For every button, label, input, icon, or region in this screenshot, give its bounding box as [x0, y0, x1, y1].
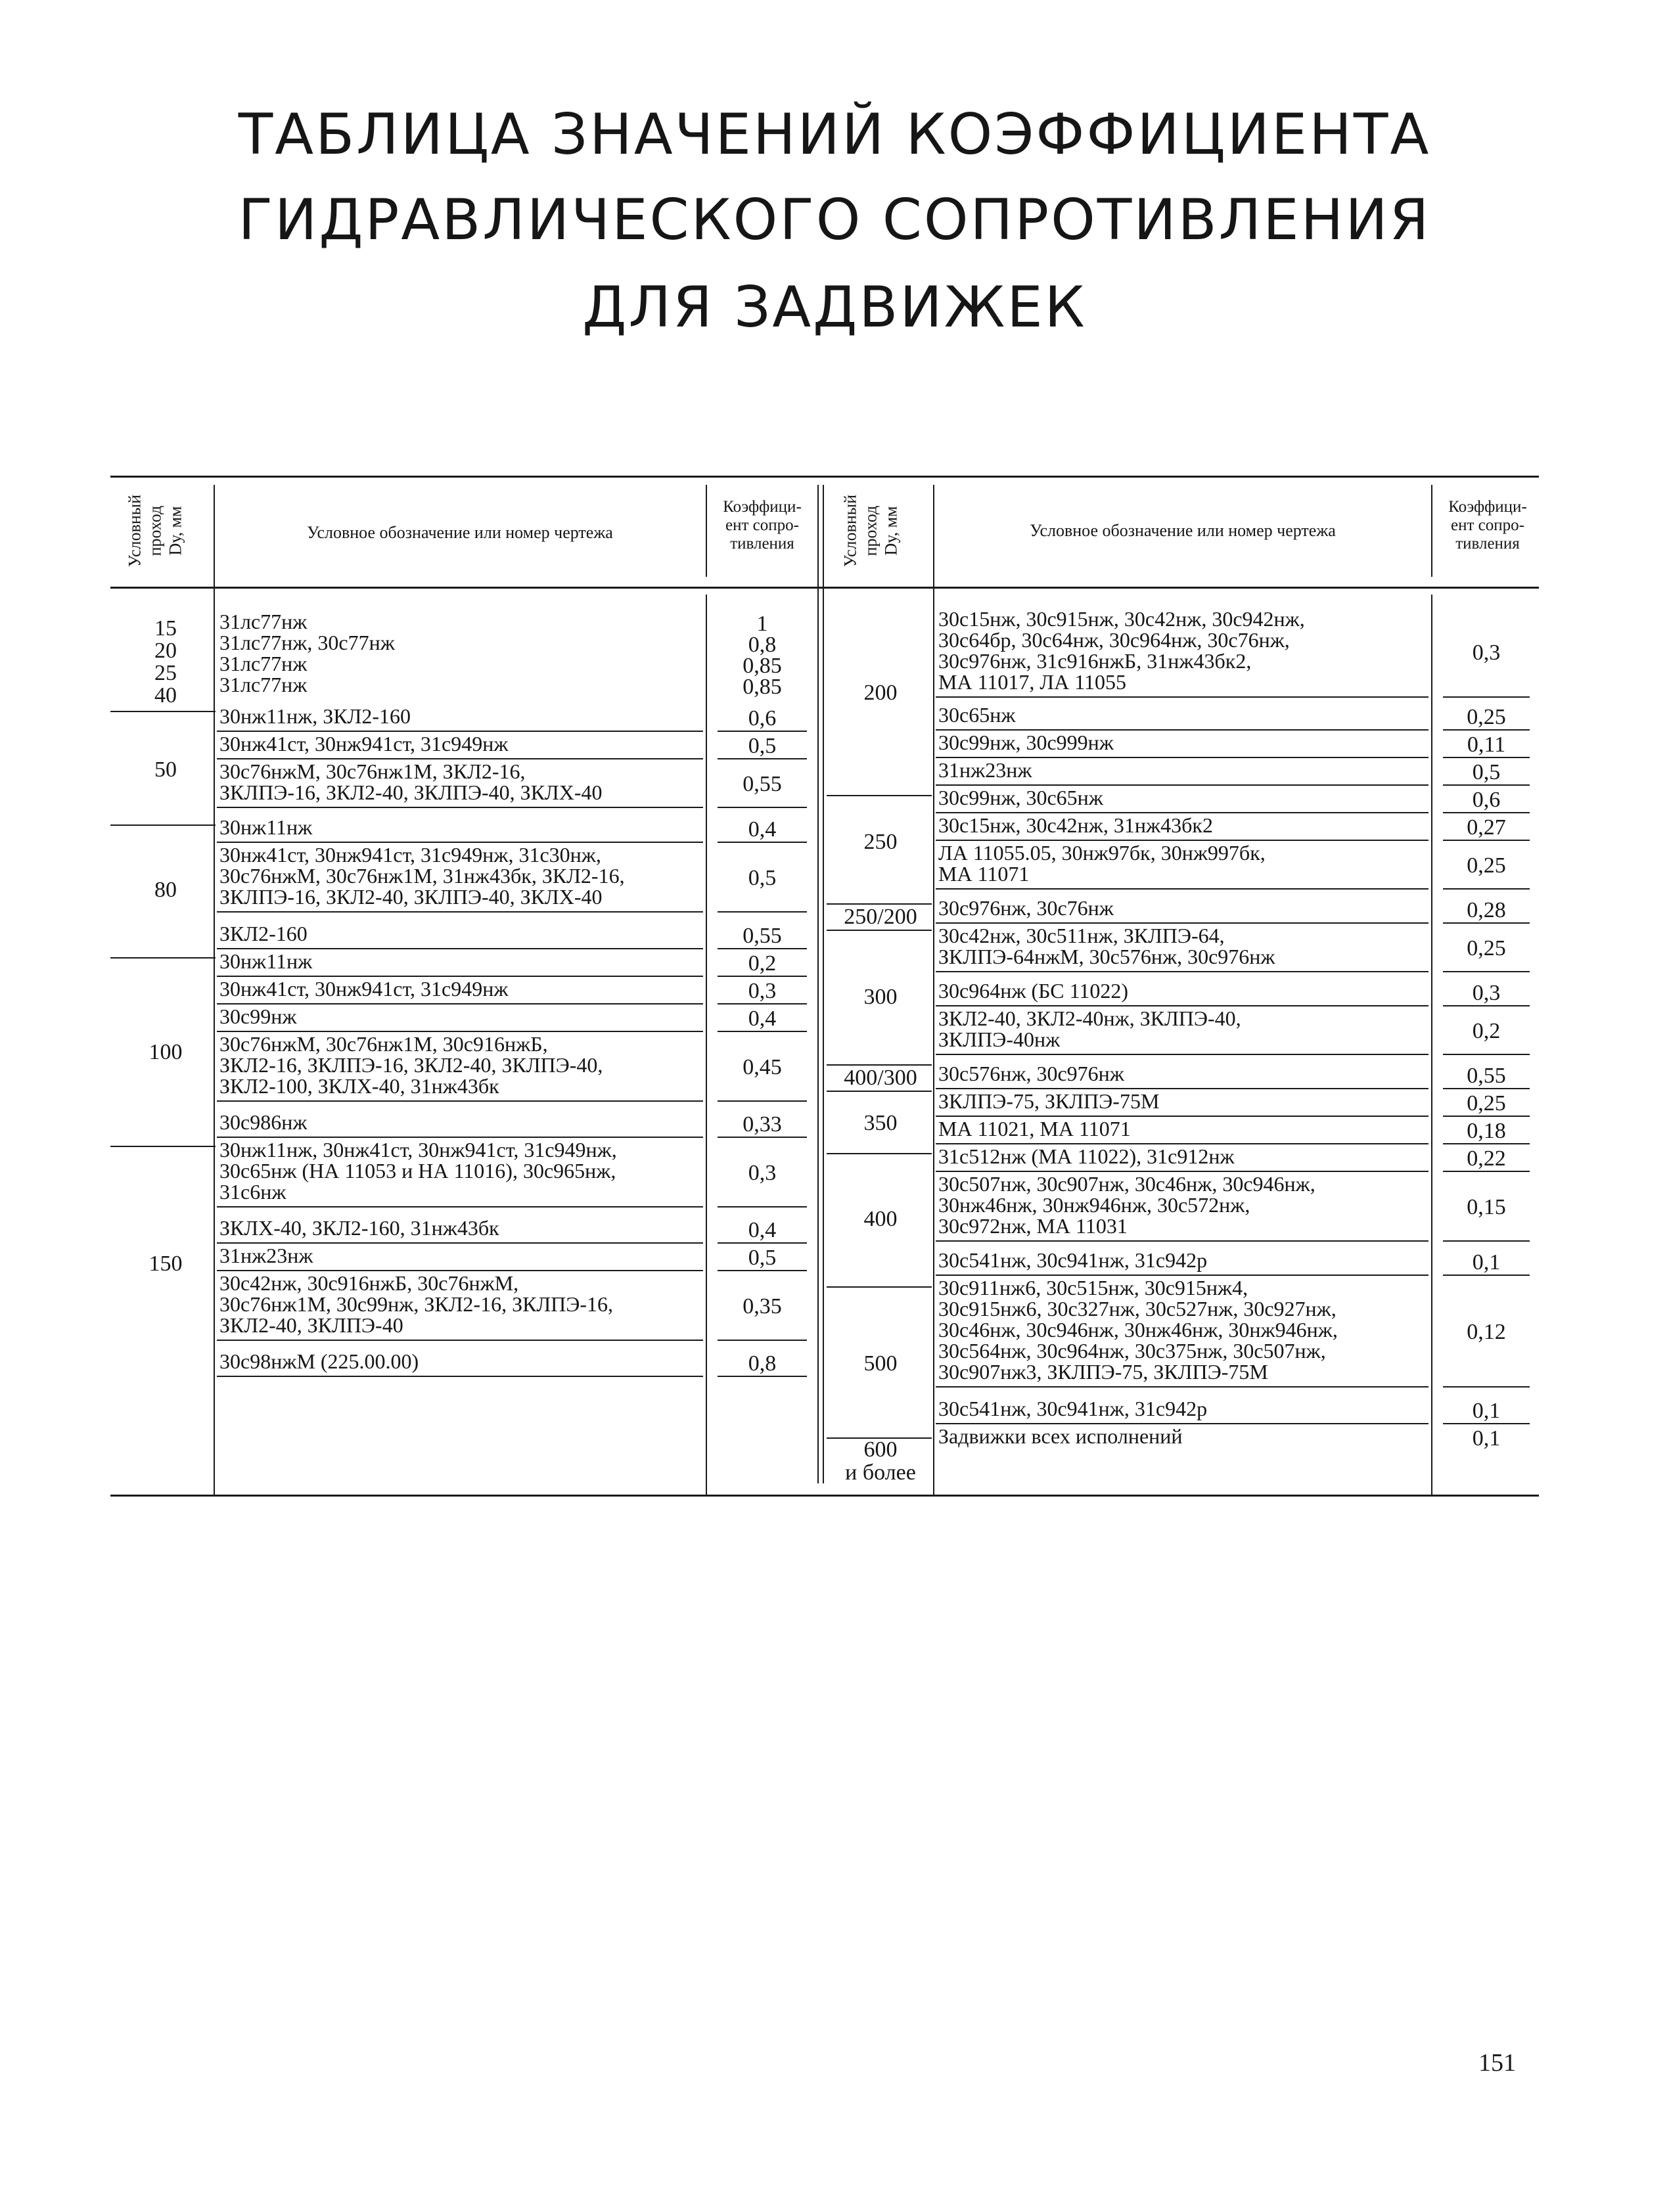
resistance-coefficient: 0,15: [1467, 1195, 1506, 1219]
resistance-coefficient: 0,45: [743, 1055, 782, 1079]
dy-value: 600: [863, 1437, 898, 1462]
designation-line: 30с65нж (НА 11053 и НА 11016), 30с965нж,: [219, 1159, 616, 1183]
designation-line: 30с986нж: [219, 1110, 308, 1134]
resistance-coefficient: 0,3: [748, 979, 777, 1003]
row-underline: [718, 948, 807, 949]
row-underline: [718, 1137, 807, 1138]
row-underline: [718, 1003, 807, 1004]
resistance-coefficient: 0,5: [1472, 760, 1501, 784]
designation-line: 30с507нж, 30с907нж, 30с46нж, 30с946нж,: [938, 1172, 1315, 1196]
table-row: [936, 704, 1539, 731]
row-underline: [936, 888, 1429, 890]
valve-designation: [938, 1091, 1431, 1112]
table-top-rule: [110, 476, 1539, 478]
page-number: 151: [1478, 2049, 1516, 2077]
table-row: [936, 1250, 1539, 1276]
row-underline: [1443, 757, 1530, 758]
valve-designation: [219, 706, 706, 727]
designation-line: 30с99нж: [219, 1004, 297, 1028]
table-row: [217, 1139, 816, 1208]
dy-value: 20: [154, 639, 177, 663]
valve-designation: [938, 925, 1431, 967]
row-underline: [718, 911, 807, 913]
table-bottom-rule: [110, 1495, 1539, 1497]
row-underline: [1443, 1088, 1530, 1089]
resistance-coefficient: 0,3: [1472, 641, 1501, 665]
header-coef-right: Коэффици- ент сопро- тивления: [1448, 498, 1527, 553]
resistance-coefficient: 0,2: [1472, 1019, 1501, 1043]
row-underline: [1443, 1143, 1530, 1144]
designation-line: ЗКЛПЭ-16, ЗКЛ2-40, ЗКЛПЭ-40, ЗКЛХ-40: [219, 780, 603, 804]
resistance-coefficient: 0,5: [748, 1246, 777, 1270]
row-underline: [1443, 1054, 1530, 1055]
group-separator: [827, 930, 932, 931]
valve-designation: [938, 897, 1431, 918]
title-line-1: ТАБЛИЦА ЗНАЧЕНИЙ КОЭФФИЦИЕНТА: [238, 102, 1431, 168]
valve-designation: [219, 1033, 706, 1096]
table-row: [936, 925, 1539, 972]
resistance-coefficient: 0,25: [1467, 705, 1506, 729]
row-underline: [1443, 1116, 1530, 1117]
valve-designation: [219, 674, 706, 695]
valve-designation: [219, 653, 706, 674]
table-row: [217, 978, 816, 1004]
designation-line: 30с65нж: [938, 703, 1016, 727]
dy-value: 80: [154, 878, 177, 902]
title-line-2: ГИДРАВЛИЧЕСКОГО СОПРОТИВЛЕНИЯ: [238, 187, 1431, 253]
resistance-coefficient: 0,3: [1472, 981, 1501, 1005]
dy-value: 25: [154, 661, 177, 685]
valve-designation: [219, 951, 706, 972]
dy-value: 200: [863, 681, 898, 705]
resistance-coefficient: 0,18: [1467, 1119, 1506, 1143]
designation-line: 30с911нж6, 30с515нж, 30с915нж4,: [938, 1276, 1248, 1299]
designation-line: 31лс77нж, 30с77нж: [219, 631, 395, 654]
designation-line: 30с976нж, 31с916нжБ, 31нж43бк2,: [938, 649, 1252, 673]
table-row: [217, 817, 816, 843]
valve-designation: [938, 1173, 1431, 1236]
header-bottom-rule: [110, 587, 1539, 589]
dy-value: 400/300: [844, 1066, 917, 1090]
table-row: [936, 1426, 1539, 1452]
valve-designation: [219, 611, 706, 632]
header-designation-left: Условное обозначение или номер чертежа: [307, 523, 613, 542]
designation-line: 30с541нж, 30с941нж, 31с942р: [938, 1397, 1208, 1420]
resistance-coefficient: 0,27: [1467, 815, 1506, 840]
valve-designation: [219, 817, 706, 838]
resistance-coefficient: 0,4: [748, 817, 777, 842]
column-rule: [817, 485, 819, 1483]
resistance-coefficient: 0,5: [748, 866, 777, 890]
valve-designation: [938, 1250, 1431, 1271]
table-row: [217, 1351, 816, 1377]
row-underline: [1443, 1423, 1530, 1424]
resistance-coefficient: 0,25: [1467, 936, 1506, 960]
row-underline: [1443, 922, 1530, 924]
designation-line: ЗКЛ2-40, ЗКЛ2-40нж, ЗКЛПЭ-40,: [938, 1006, 1241, 1030]
header-dy-left: Условный проход Dу, мм: [125, 494, 185, 568]
resistance-coefficient: 0,8: [748, 633, 777, 657]
table-row: [936, 787, 1539, 813]
valve-designation: [938, 1426, 1431, 1447]
designation-line: 30с42нж, 30с511нж, ЗКЛПЭ-64,: [938, 924, 1225, 947]
title-line-3: ДЛЯ ЗАДВИЖЕК: [582, 275, 1087, 340]
table-row: [936, 1146, 1539, 1172]
designation-line: 30нж11нж, 30нж41ст, 30нж941ст, 31с949нж,: [219, 1138, 617, 1162]
resistance-coefficient: 0,28: [1467, 898, 1506, 922]
row-underline: [718, 1100, 807, 1102]
designation-line: 30с972нж, МА 11031: [938, 1214, 1128, 1238]
row-underline: [1443, 1386, 1530, 1388]
valve-designation: [938, 815, 1431, 836]
designation-line: 31лс77нж: [219, 610, 308, 633]
designation-line: 30нж11нж, ЗКЛ2-160: [219, 704, 411, 728]
designation-line: 30с915нж6, 30с327нж, 30с527нж, 30с927нж,: [938, 1297, 1337, 1320]
column-rule: [706, 485, 707, 577]
valve-designation: [219, 733, 706, 754]
resistance-coefficient: 0,1: [1472, 1250, 1501, 1275]
column-rule: [214, 485, 215, 1495]
designation-line: 30нж11нж: [219, 949, 313, 973]
resistance-coefficient: 0,3: [748, 1161, 777, 1185]
group-separator: [827, 1286, 932, 1288]
designation-line: 30нж46нж, 30нж946нж, 30с572нж,: [938, 1193, 1250, 1217]
designation-line: ЗКЛХ-40, ЗКЛ2-160, 31нж43бк: [219, 1216, 499, 1240]
row-underline: [1443, 888, 1530, 890]
row-underline: [718, 1340, 807, 1341]
designation-line: 30с564нж, 30с964нж, 30с375нж, 30с507нж,: [938, 1339, 1326, 1363]
designation-line: 30с907нж3, ЗКЛПЭ-75, ЗКЛПЭ-75М: [938, 1360, 1268, 1384]
designation-line: 30с976нж, 30с76нж: [938, 896, 1114, 920]
valve-designation: [219, 1273, 706, 1336]
table-row: [217, 1033, 816, 1102]
row-underline: [718, 731, 807, 732]
valve-designation: [219, 761, 706, 803]
table-row: [936, 1173, 1539, 1242]
header-dy-right: Условный проход Dу, мм: [840, 494, 901, 568]
designation-line: 31с6нж: [219, 1180, 286, 1204]
valve-designation: [938, 704, 1431, 725]
designation-line: 30с76нжМ, 30с76нж1М, ЗКЛ2-16,: [219, 759, 526, 783]
designation-line: Задвижки всех исполнений: [938, 1424, 1183, 1448]
resistance-coefficient: 0,22: [1467, 1146, 1506, 1171]
designation-line: 30с42нж, 30с916нжБ, 30с76нжМ,: [219, 1271, 519, 1295]
table-row: [936, 732, 1539, 758]
table-row: [217, 1006, 816, 1032]
table-row: [217, 1112, 816, 1138]
table-row: [217, 1245, 816, 1271]
table-row: [936, 1277, 1539, 1388]
designation-line: 30нж11нж: [219, 815, 313, 839]
designation-line: 30с76нжМ, 30с76нж1М, 31нж43бк, ЗКЛ2-16,: [219, 864, 625, 888]
valve-designation: [938, 1277, 1431, 1382]
valve-designation: [219, 1006, 706, 1027]
table-row: [936, 1118, 1539, 1144]
valve-designation: [219, 1217, 706, 1238]
row-underline: [1443, 1171, 1530, 1172]
row-underline: [718, 758, 807, 759]
valve-designation: [938, 1008, 1431, 1050]
resistance-coefficient: 0,85: [743, 675, 782, 699]
table-row: [936, 1008, 1539, 1055]
designation-line: 30с76нж1М, 30с99нж, ЗКЛ2-16, ЗКЛПЭ-16,: [219, 1292, 614, 1316]
designation-line: 30с541нж, 30с941нж, 31с942р: [938, 1248, 1208, 1272]
resistance-coefficient: 0,55: [743, 772, 782, 796]
table-row: [217, 1217, 816, 1244]
dy-value: 150: [149, 1252, 183, 1276]
table-row: [936, 1398, 1539, 1424]
valve-designation: [938, 732, 1431, 753]
dy-value: 350: [863, 1111, 898, 1135]
table-row: [936, 842, 1539, 890]
designation-line: 30с46нж, 30с946нж, 30нж46нж, 30нж946нж,: [938, 1318, 1338, 1342]
column-rule: [933, 485, 934, 1495]
header-designation-right: Условное обозначение или номер чертежа: [1030, 521, 1336, 540]
group-separator: [110, 1146, 216, 1147]
resistance-coefficient: 0,6: [748, 706, 777, 731]
table-row: [217, 674, 816, 700]
dy-value: 50: [154, 757, 177, 782]
designation-line: ЗКЛПЭ-16, ЗКЛ2-40, ЗКЛПЭ-40, ЗКЛХ-40: [219, 885, 603, 909]
column-rule: [823, 485, 824, 1483]
row-underline: [1443, 1240, 1530, 1242]
valve-designation: [938, 1146, 1431, 1167]
resistance-coefficient: 0,55: [743, 924, 782, 948]
designation-line: МА 11017, ЛА 11055: [938, 670, 1126, 694]
row-underline: [718, 1242, 807, 1244]
resistance-coefficient: 0,6: [1472, 788, 1501, 812]
valve-designation: [219, 1351, 706, 1372]
designation-line: 30с99нж, 30с65нж: [938, 786, 1103, 809]
dy-value: 15: [154, 616, 177, 641]
row-underline: [217, 1376, 703, 1377]
row-underline: [718, 1376, 807, 1377]
valve-designation: [938, 1063, 1431, 1084]
row-underline: [936, 1240, 1429, 1242]
resistance-coefficient: 0,1: [1472, 1399, 1501, 1423]
row-underline: [217, 807, 703, 808]
group-separator: [827, 1153, 932, 1154]
row-underline: [1443, 840, 1530, 841]
row-underline: [217, 1340, 703, 1341]
dy-value: 300: [863, 985, 898, 1009]
designation-line: 30нж41ст, 30нж941ст, 31с949нж: [219, 732, 509, 756]
table-row: [936, 1063, 1539, 1089]
designation-line: 30с15нж, 30с915нж, 30с42нж, 30с942нж,: [938, 607, 1305, 631]
table-row: [936, 980, 1539, 1006]
table-row: [936, 1091, 1539, 1117]
designation-line: ЗКЛПЭ-64нжМ, 30с576нж, 30с976нж: [938, 945, 1275, 968]
row-underline: [1443, 729, 1530, 731]
group-separator: [110, 711, 216, 712]
row-underline: [1443, 696, 1530, 698]
valve-designation: [938, 759, 1431, 780]
designation-line: ЗКЛ2-160: [219, 922, 308, 945]
row-underline: [718, 1206, 807, 1208]
valve-designation: [219, 1245, 706, 1266]
valve-designation: [938, 980, 1431, 1001]
row-underline: [1443, 971, 1530, 972]
table-row: [217, 844, 816, 913]
designation-line: ЗКЛ2-40, ЗКЛПЭ-40: [219, 1313, 403, 1337]
designation-line: ЛА 11055.05, 30нж97бк, 30нж997бк,: [938, 841, 1266, 865]
dy-value: 100: [149, 1040, 183, 1064]
designation-line: 30с576нж, 30с976нж: [938, 1062, 1124, 1085]
dy-value: 500: [863, 1351, 898, 1376]
table-row: [936, 897, 1539, 924]
designation-line: 30с76нжМ, 30с76нж1М, 30с916нжБ,: [219, 1032, 548, 1056]
valve-designation: [219, 1139, 706, 1202]
row-underline: [936, 1386, 1429, 1388]
header-coef-left: Коэффици- ент сопро- тивления: [723, 498, 802, 553]
designation-line: ЗКЛПЭ-75, ЗКЛПЭ-75М: [938, 1089, 1160, 1113]
table-row: [217, 951, 816, 977]
row-underline: [936, 1054, 1429, 1055]
group-separator: [827, 1091, 932, 1092]
row-underline: [1443, 1005, 1530, 1006]
designation-line: ЗКЛ2-100, ЗКЛХ-40, 31нж43бк: [219, 1074, 499, 1098]
table-row: [217, 706, 816, 732]
designation-line: 31с512нж (МА 11022), 31с912нж: [938, 1144, 1235, 1168]
dy-value: 250/200: [844, 905, 917, 929]
row-underline: [718, 1270, 807, 1271]
row-underline: [1443, 1275, 1530, 1276]
resistance-coefficient: 0,12: [1467, 1320, 1506, 1344]
valve-designation: [219, 978, 706, 999]
group-separator: [827, 795, 932, 796]
resistance-coefficient: 0,4: [748, 1006, 777, 1031]
row-underline: [217, 911, 703, 913]
resistance-coefficient: 0,55: [1467, 1064, 1506, 1088]
row-underline: [718, 976, 807, 977]
dy-value: и более: [845, 1460, 916, 1485]
valve-designation: [938, 787, 1431, 808]
valve-designation: [938, 1398, 1431, 1419]
resistance-coefficient: 1: [756, 612, 768, 636]
table-row: [217, 923, 816, 949]
resistance-coefficient: 0,35: [743, 1294, 782, 1319]
valve-designation: [938, 1118, 1431, 1139]
row-underline: [936, 971, 1429, 972]
designation-line: 31лс77нж: [219, 652, 308, 675]
table-row: [217, 761, 816, 808]
designation-line: 30с98нжМ (225.00.00): [219, 1349, 419, 1373]
row-underline: [718, 807, 807, 808]
resistance-coefficient: 0,11: [1467, 733, 1506, 757]
designation-line: 31нж23нж: [219, 1244, 313, 1267]
dy-value: 250: [863, 830, 898, 854]
valve-designation: [219, 844, 706, 907]
resistance-coefficient: 0,8: [748, 1351, 777, 1376]
resistance-coefficient: 0,33: [743, 1112, 782, 1137]
valve-designation: [219, 923, 706, 944]
dy-value: 40: [154, 683, 177, 708]
table-row: [217, 1273, 816, 1341]
table-row: [936, 608, 1539, 698]
resistance-coefficient: 0,2: [748, 951, 777, 976]
table-row: [936, 759, 1539, 786]
table-row: [217, 733, 816, 759]
resistance-coefficient: 0,4: [748, 1218, 777, 1242]
row-underline: [217, 1100, 703, 1102]
group-separator: [110, 957, 216, 959]
row-underline: [936, 696, 1429, 698]
column-rule: [1431, 485, 1432, 577]
designation-line: ЗКЛПЭ-40нж: [938, 1027, 1061, 1051]
designation-line: 30с15нж, 30с42нж, 31нж43бк2: [938, 813, 1213, 837]
designation-line: 30с64бр, 30с64нж, 30с964нж, 30с76нж,: [938, 628, 1290, 652]
designation-line: 30с964нж (БС 11022): [938, 979, 1129, 1003]
designation-line: МА 11071: [938, 862, 1030, 886]
resistance-coefficient: 0,5: [748, 734, 777, 758]
row-underline: [217, 1206, 703, 1208]
dy-value: 400: [863, 1207, 898, 1231]
valve-designation: [219, 1112, 706, 1133]
designation-line: 30с99нж, 30с999нж: [938, 731, 1114, 754]
resistance-coefficient: 0,25: [1467, 1091, 1506, 1116]
row-underline: [718, 842, 807, 843]
resistance-coefficient: 0,85: [743, 654, 782, 678]
resistance-coefficient: 0,1: [1472, 1426, 1501, 1451]
group-separator: [110, 824, 216, 826]
valve-designation: [219, 632, 706, 653]
designation-line: 31нж23нж: [938, 758, 1032, 782]
valve-designation: [938, 608, 1431, 692]
valve-designation: [938, 842, 1431, 884]
row-underline: [1443, 784, 1530, 786]
designation-line: ЗКЛ2-16, ЗКЛПЭ-16, ЗКЛ2-40, ЗКЛПЭ-40,: [219, 1053, 603, 1077]
designation-line: 31лс77нж: [219, 673, 308, 696]
resistance-coefficient: 0,25: [1467, 853, 1506, 878]
row-underline: [1443, 812, 1530, 813]
table-row: [936, 815, 1539, 841]
designation-line: 30нж41ст, 30нж941ст, 31с949нж: [219, 977, 509, 1001]
designation-line: 30нж41ст, 30нж941ст, 31с949нж, 31с30нж,: [219, 843, 601, 867]
row-underline: [718, 1031, 807, 1032]
designation-line: МА 11021, МА 11071: [938, 1117, 1131, 1140]
